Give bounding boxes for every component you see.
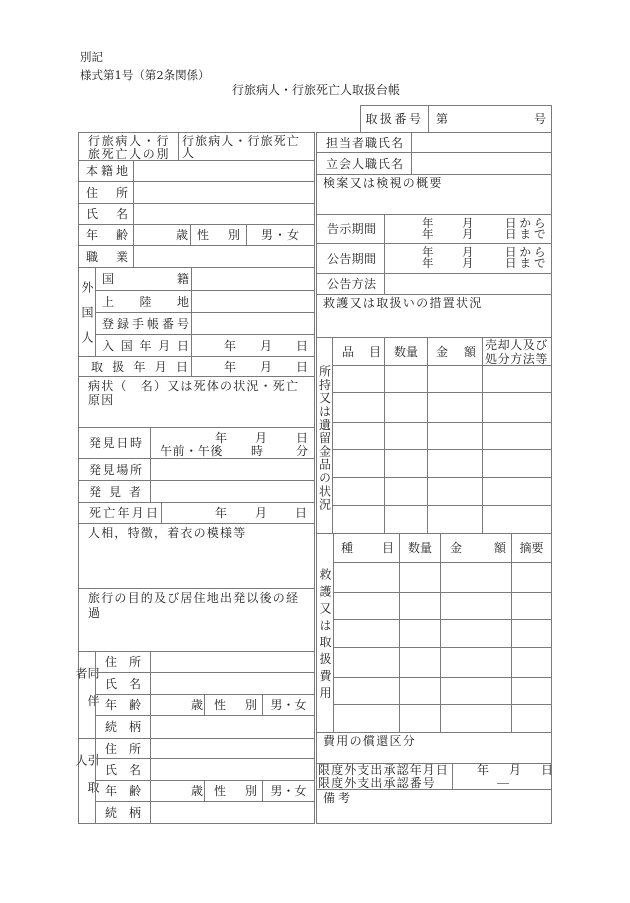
age-unit: 歳: [190, 698, 203, 712]
expenses-header-type-text: 種目: [341, 541, 394, 555]
condition-label-line1: 病状（ 名）又は死体の状況・死亡: [88, 379, 300, 393]
travel-label-line2: 過: [88, 606, 102, 620]
registration-number-label-text: 登録手帳番号: [102, 316, 189, 331]
expenses-cell: [440, 592, 512, 620]
excess-number-label: 限度外支出承認番号: [318, 776, 436, 790]
possessions-cell: [427, 392, 483, 423]
companion-address-label-text: 住所: [105, 655, 141, 669]
address-field: [133, 181, 315, 204]
excess-approval-label: [316, 763, 453, 790]
handling-date-label-text: 取扱年月日: [91, 359, 188, 374]
receiver-sex-label: [204, 780, 263, 802]
registration-number-label: [95, 312, 192, 335]
expenses-header-amount: [440, 533, 512, 563]
foreigner-group-label: [78, 267, 96, 357]
companion-sex-label: [204, 694, 263, 716]
expenses-header-quantity-text: 数量: [407, 541, 432, 555]
notice-period-label-text: 告示期間: [327, 222, 376, 236]
category-label-line1: 行旅病人・行: [88, 134, 171, 148]
possessions-cell: [332, 505, 385, 534]
age-label: [78, 224, 134, 246]
possessions-cell: [332, 422, 385, 450]
expenses-header-amount-text: 金額: [450, 541, 506, 555]
condition-label-line2: 原因: [88, 393, 115, 407]
discoverer-field: [150, 480, 315, 503]
remarks-label: 備考: [323, 791, 354, 805]
receiver-age-label-text: 年齢: [105, 784, 141, 798]
nationality-label-text: 国籍: [102, 272, 189, 286]
month-unit: 月: [260, 339, 273, 353]
expenses-header-type: [333, 533, 400, 563]
receiver-relation-label-text: 続柄: [105, 805, 141, 820]
day-unit: 日: [296, 431, 309, 445]
expenses-cell: [333, 562, 400, 593]
witness-label: [316, 152, 412, 175]
sex-label-text: 性別: [197, 228, 240, 242]
handling-number-label-text: 取扱番号: [365, 112, 424, 126]
month-unit: 月: [462, 227, 474, 241]
possessions-cell: [427, 422, 483, 450]
day-unit: 日: [541, 763, 554, 777]
am-pm-text: 午前・午後: [160, 444, 224, 458]
travel-section: [78, 588, 315, 652]
year-unit: 年: [224, 360, 237, 374]
entry-date-label-text: 入国年月日: [102, 338, 189, 353]
possessions-cell: [384, 365, 428, 393]
month-unit: 月: [462, 216, 474, 230]
possessions-header-item: [332, 337, 385, 366]
foreigner-group-text: 外国人: [80, 281, 94, 356]
landing-place-label-text: 上陸地: [102, 294, 189, 309]
handling-date-label: [78, 356, 192, 377]
possessions-cell: [384, 422, 428, 450]
possessions-cell: [482, 422, 552, 450]
companion-address-field: [150, 651, 315, 673]
possessions-cell: [482, 392, 552, 423]
discovery-datetime-label: [78, 427, 151, 459]
companion-sex-options: [262, 694, 315, 716]
expenses-cell: [440, 677, 512, 705]
expenses-cell: [511, 704, 552, 733]
possessions-cell: [332, 477, 385, 506]
possessions-cell: [427, 477, 483, 506]
announcement-method-label: [316, 273, 385, 295]
occupation-label: [78, 245, 134, 268]
companion-name-field: [150, 672, 315, 695]
receiver-sex-options: [262, 780, 315, 802]
appendix-label: 別記: [80, 50, 103, 64]
age-field: [133, 224, 191, 246]
sex-options-text: 男・女: [270, 698, 307, 712]
expenses-cell: [511, 592, 552, 620]
companion-age-label-text: 年齢: [105, 698, 141, 712]
receiver-relation-field: [150, 801, 315, 824]
possessions-cell: [482, 477, 552, 506]
age-unit: 歳: [175, 228, 188, 242]
expenses-cell: [399, 647, 441, 678]
announcement-method-field: [384, 273, 552, 295]
companion-age-field: [150, 694, 205, 716]
companion-relation-label-text: 続柄: [105, 720, 141, 734]
registration-number-field: [191, 312, 315, 335]
discovery-datetime-field: [150, 427, 315, 459]
announcement-period-field: [384, 243, 552, 274]
nationality-field: [191, 267, 315, 291]
year-unit: 年: [422, 245, 434, 259]
entry-date-label: [95, 334, 192, 357]
domicile-label-text: 本籍地: [86, 164, 128, 178]
death-date-field: [161, 502, 315, 524]
minute-unit: 分: [296, 444, 309, 458]
expenses-cell: [511, 647, 552, 678]
death-date-label-text: 死亡年月日: [89, 506, 158, 520]
category-label-line2: 旅死亡人の別: [88, 147, 171, 161]
month-unit: 月: [462, 256, 474, 270]
receiver-name-label: [95, 758, 151, 781]
expenses-header-summary: [511, 533, 552, 563]
day-unit: 日: [296, 360, 309, 374]
companion-relation-label: [95, 715, 151, 739]
year-unit: 年: [422, 216, 434, 230]
excess-date-label: 限度外支出承認年月日: [318, 763, 450, 777]
address-label: [78, 181, 134, 204]
entry-date-field: [191, 334, 315, 357]
from-text: 日から: [505, 245, 549, 259]
receiver-address-field: [150, 738, 315, 759]
possessions-cell: [482, 505, 552, 534]
age-unit: 歳: [190, 784, 203, 798]
possessions-cell: [427, 449, 483, 478]
announcement-period-label-text: 公告期間: [327, 251, 376, 266]
domicile-label: [78, 160, 134, 182]
year-unit: 年: [477, 763, 490, 777]
relief-measures-label: 救護又は取扱いの措置状況: [323, 296, 483, 310]
appearance-label: 人相，特徴，着衣の模様等: [88, 526, 247, 540]
expenses-cell: [399, 704, 441, 733]
discoverer-label-text: 発見者: [89, 484, 141, 499]
name-label-text: 氏名: [86, 207, 128, 221]
companion-name-label-text: 氏名: [105, 676, 141, 691]
landing-place-field: [191, 290, 315, 313]
companion-age-label: [95, 694, 151, 716]
announcement-period-label: [316, 243, 385, 274]
possessions-cell: [427, 365, 483, 393]
day-unit: 日: [295, 506, 308, 520]
possessions-group-text: 所持又は遺留金品の状況: [317, 365, 332, 512]
year-unit: 年: [224, 339, 237, 353]
companion-relation-field: [150, 715, 315, 739]
expenses-cell: [511, 619, 552, 648]
companion-sex-label-text: 性別: [214, 698, 257, 712]
receiver-name-field: [150, 758, 315, 781]
remarks-section: [316, 789, 552, 824]
companion-group-text: 同伴者: [74, 667, 100, 722]
witness-label-text: 立会人職氏名: [326, 156, 403, 171]
companion-address-label: [95, 651, 151, 673]
month-unit: 月: [260, 360, 273, 374]
possessions-cell: [384, 392, 428, 423]
expenses-cell: [399, 592, 441, 620]
expenses-cell: [511, 677, 552, 705]
domicile-field: [133, 160, 315, 182]
from-text: 日から: [505, 216, 549, 230]
day-unit: 日: [296, 339, 309, 353]
possessions-group-label: [316, 337, 333, 534]
nationality-label: [95, 267, 192, 291]
discovery-place-label-text: 発見場所: [89, 462, 142, 477]
expenses-group-text: 救護又は取扱費用: [318, 567, 332, 704]
name-field: [133, 203, 315, 225]
category-label: [78, 132, 179, 161]
sex-options-text: 男・女: [260, 228, 300, 242]
notice-period-field: [384, 214, 552, 244]
expenses-cell: [511, 562, 552, 593]
dash-text: ―: [497, 776, 509, 790]
possessions-header-amount-text: 金額: [436, 344, 476, 359]
possessions-cell: [384, 449, 428, 478]
month-unit: 月: [462, 245, 474, 259]
possessions-header-disposal-line1: 売却人及び: [485, 338, 549, 352]
expenses-cell: [333, 704, 400, 733]
possessions-cell: [427, 505, 483, 534]
witness-field: [411, 152, 552, 175]
receiver-age-label: [95, 780, 151, 802]
reimbursement-label: 費用の償還区分: [323, 734, 417, 748]
possessions-header-quantity-text: 数量: [393, 344, 418, 359]
page-title: 行旅病人・行旅死亡人取扱台帳: [232, 83, 401, 97]
receiver-relation-label: [95, 801, 151, 824]
year-unit: 年: [215, 506, 228, 520]
possessions-cell: [384, 477, 428, 506]
expenses-cell: [333, 619, 400, 648]
appearance-section: [78, 523, 315, 589]
occupation-label-text: 職業: [86, 249, 128, 264]
expenses-header-summary-text: 摘要: [519, 541, 544, 555]
excess-approval-field: [452, 763, 552, 790]
sex-options-text: 男・女: [270, 784, 307, 798]
receiver-address-label: [95, 738, 151, 759]
condition-section: [78, 376, 315, 428]
companion-name-label: [95, 672, 151, 695]
expenses-cell: [399, 562, 441, 593]
possessions-header-disposal: [482, 337, 552, 366]
month-unit: 月: [509, 763, 522, 777]
occupation-field: [133, 245, 315, 268]
possessions-header-item-text: 品目: [342, 344, 381, 359]
year-unit: 年: [422, 227, 434, 241]
expenses-cell: [333, 647, 400, 678]
receiver-age-field: [150, 780, 205, 802]
form-number: 様式第1号（第2条関係）: [80, 68, 210, 82]
possessions-header-quantity: [384, 337, 428, 366]
category-value-text: 行旅病人・行旅死亡人: [182, 133, 300, 160]
handling-date-field: [191, 356, 315, 377]
expenses-cell: [333, 677, 400, 705]
officer-field: [411, 132, 552, 153]
year-unit: 年: [215, 431, 228, 445]
travel-label-line1: 旅行の目的及び居住地出発以後の経: [88, 591, 300, 605]
receiver-address-label-text: 住所: [105, 741, 141, 756]
expenses-cell: [399, 619, 441, 648]
sex-label: [190, 224, 247, 246]
expenses-header-quantity: [399, 533, 441, 563]
receiver-group-label: [74, 738, 100, 824]
discovery-datetime-label-text: 発見日時: [89, 436, 142, 450]
possessions-cell: [332, 449, 385, 478]
relief-measures-section: [316, 294, 552, 338]
expenses-cell: [440, 704, 512, 733]
expenses-cell: [440, 619, 512, 648]
month-unit: 月: [255, 506, 268, 520]
officer-label: [316, 132, 412, 153]
category-value: [178, 132, 315, 161]
inquest-section: [316, 174, 552, 215]
expenses-cell: [440, 647, 512, 678]
receiver-sex-label-text: 性別: [214, 784, 257, 798]
possessions-cell: [332, 392, 385, 423]
inquest-label: 検案又は検視の概要: [323, 176, 443, 190]
officer-label-text: 担当者職氏名: [326, 135, 403, 150]
month-unit: 月: [255, 431, 268, 445]
possessions-cell: [332, 365, 385, 393]
until-text: 日まで: [505, 256, 549, 270]
expenses-cell: [440, 562, 512, 593]
discovery-place-field: [150, 458, 315, 481]
companion-group-label: [74, 651, 100, 739]
expenses-cell: [333, 592, 400, 620]
until-text: 日まで: [505, 227, 549, 241]
announcement-method-label-text: 公告方法: [327, 277, 376, 291]
discovery-place-label: [78, 458, 151, 481]
expenses-group-label: [316, 533, 334, 733]
reimbursement-section: [316, 732, 552, 764]
receiver-group-text: 引取人: [74, 754, 100, 808]
possessions-header-amount: [427, 337, 483, 366]
receiver-name-label-text: 氏名: [105, 762, 141, 777]
possessions-cell: [482, 365, 552, 393]
name-label: [78, 203, 134, 225]
hour-unit: 時: [251, 444, 264, 458]
possessions-header-disposal-line2: 処分方法等: [485, 352, 549, 366]
discoverer-label: [78, 480, 151, 503]
possessions-cell: [482, 449, 552, 478]
sex-options: [246, 224, 315, 246]
death-date-label: [78, 502, 162, 524]
handling-number-field: [428, 105, 552, 133]
handling-number-suffix: 号: [534, 112, 547, 126]
year-unit: 年: [422, 256, 434, 270]
age-label-text: 年齢: [86, 228, 128, 242]
possessions-cell: [384, 505, 428, 534]
notice-period-label: [316, 214, 385, 244]
expenses-cell: [399, 677, 441, 705]
handling-number-label: [360, 105, 429, 133]
address-label-text: 住所: [86, 185, 128, 200]
handling-number-prefix: 第: [436, 112, 449, 126]
landing-place-label: [95, 290, 192, 313]
